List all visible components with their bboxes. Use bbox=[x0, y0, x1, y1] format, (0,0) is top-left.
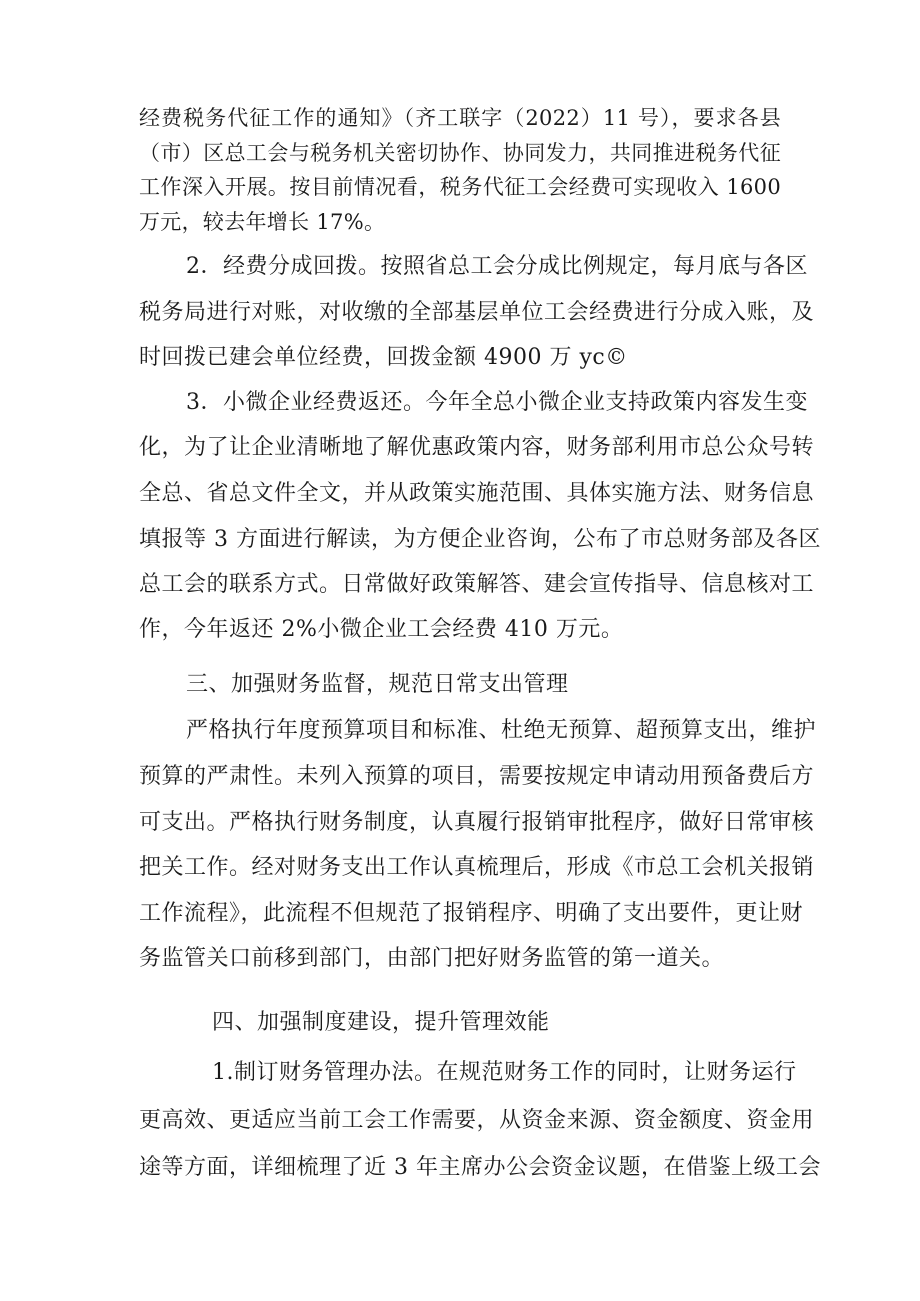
text-line: 作，今年返还 2%小微企业工会经费 410 万元。 bbox=[139, 617, 624, 642]
section-heading: 四、加强制度建设，提升管理效能 bbox=[212, 1010, 550, 1035]
text-line: 填报等 3 方面进行解读，为方便企业咨询，公布了市总财务部及各区 bbox=[139, 527, 821, 552]
text-line: 万元，较去年增长 17%。 bbox=[139, 210, 386, 234]
text-line: 务监管关口前移到部门，由部门把好财务监管的第一道关。 bbox=[139, 946, 725, 971]
text-line: 时回拨已建会单位经费，回拨金额 4900 万 yc© bbox=[139, 345, 628, 370]
text-line: 2．经费分成回拨。按照省总工会分成比例规定，每月底与各区 bbox=[186, 254, 808, 279]
text-line: 化，为了让企业清晰地了解优惠政策内容，财务部利用市总公众号转 bbox=[139, 435, 815, 460]
text-line: 经费税务代征工作的通知》（齐工联字（2022）11 号），要求各县 bbox=[139, 106, 781, 130]
text-line: 3．小微企业经费返还。今年全总小微企业支持政策内容发生变 bbox=[186, 390, 808, 415]
text-line: 工作流程》，此流程不但规范了报销程序、明确了支出要件，更让财 bbox=[139, 901, 804, 926]
text-line: 预算的严肃性。未列入预算的项目，需要按规定申请动用预备费后方 bbox=[139, 764, 815, 789]
text-line: 更高效、更适应当前工会工作需要，从资金来源、资金额度、资金用 bbox=[139, 1108, 815, 1133]
text-line: （市）区总工会与税务机关密切协作、协同发力，共同推进税务代征 bbox=[139, 141, 781, 165]
section-heading: 三、加强财务监督，规范日常支出管理 bbox=[186, 672, 569, 697]
text-line: 工作深入开展。按目前情况看，税务代征工会经费可实现收入 1600 bbox=[139, 175, 781, 199]
text-line: 1.制订财务管理办法。在规范财务工作的同时，让财务运行 bbox=[212, 1060, 797, 1085]
text-line: 严格执行年度预算项目和标准、杜绝无预算、超预算支出，维护 bbox=[186, 718, 817, 743]
text-line: 税务局进行对账，对收缴的全部基层单位工会经费进行分成入账，及 bbox=[139, 300, 815, 325]
text-line: 全总、省总文件全文，并从政策实施范围、具体实施方法、财务信息 bbox=[139, 481, 815, 506]
text-line: 途等方面，详细梳理了近 3 年主席办公会资金议题，在借鉴上级工会 bbox=[139, 1155, 821, 1180]
text-line: 可支出。严格执行财务制度，认真履行报销审批程序，做好日常审核 bbox=[139, 810, 815, 835]
text-line: 总工会的联系方式。日常做好政策解答、建会宣传指导、信息核对工 bbox=[139, 572, 815, 597]
text-line: 把关工作。经对财务支出工作认真梳理后，形成《市总工会机关报销 bbox=[139, 855, 815, 880]
